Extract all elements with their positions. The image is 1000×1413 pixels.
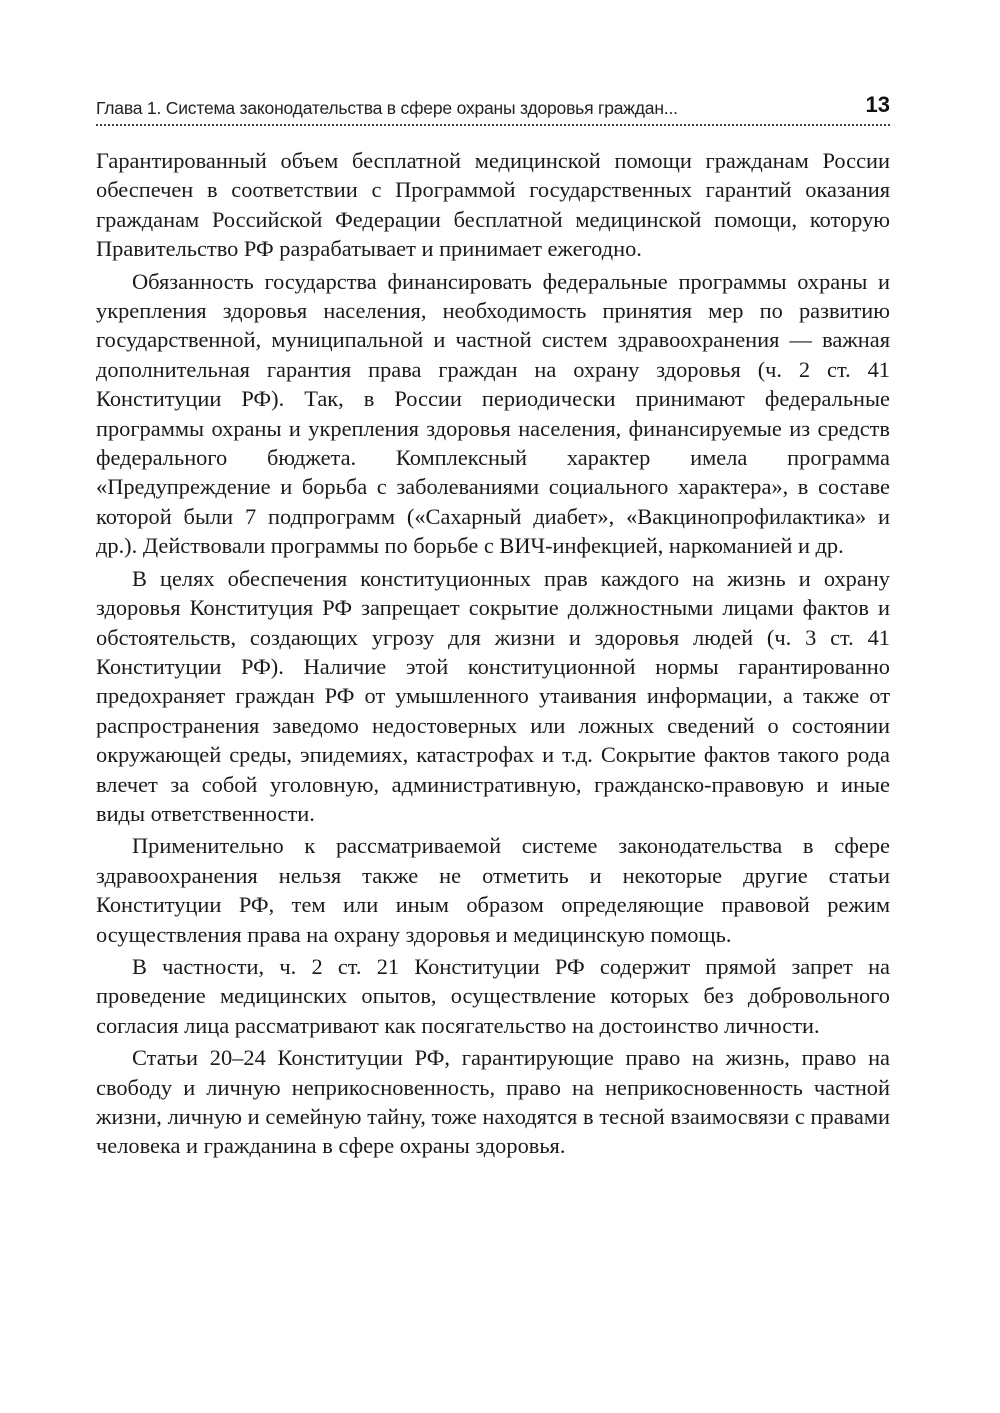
body-text [96, 146, 890, 1161]
header-dotted-rule [96, 124, 890, 126]
page-number: 13 [865, 92, 890, 117]
document-page [96, 88, 890, 1164]
running-header [96, 88, 890, 122]
paragraph-6: Статьи 20–24 Конституции РФ, гарантирующие право на жизнь, право на свободу и личную неприкосновенность, право на неприкосновенность частной жизни, личную и семейную тайну, тоже находятся в тесной взаимосвязи с правами человека и гражданина в сфере охраны здоровья. [96, 1045, 890, 1159]
running-title: Глава 1. Система законодательства в сфере охраны здоровья граждан... [96, 98, 678, 118]
paragraph-3: В целях обеспечения конституционных прав каждого на жизнь и охрану здоровья Конституция РФ запрещает сокрытие должностными лицами фактов и обстоятельств, создающих угрозу для жизни и здоровья людей (ч. 3 ст. 41 Конституции РФ). Наличие этой конституционной нормы гарантированно предохраняет граждан РФ от умышленного утаивания информации, а также от распространения заведомо недостоверных или ложных сведений о состоянии окружающей среды, эпидемиях, катастрофах и т.д. Сокрытие фактов такого рода влечет за собой уголовную, административную, гражданско-правовую и иные виды ответственности. [96, 565, 890, 826]
paragraph-2: Обязанность государства финансировать федеральные программы охраны и укрепления здоровья населения, необходимость принятия мер по развитию государственной, муниципальной и частной систем здравоохранения — важная дополнительная гарантия права граждан на охрану здоровья (ч. 2 ст. 41 Конституции РФ). Так, в России периодически принимают федеральные программы охраны и укрепления здоровья населения, финансируемые из средств федерального бюджета. Комплексный характер имела программа «Предупреждение и борьба с заболеваниями социального характера», в составе которой были 7 подпрограмм («Сахарный диабет», «Вакцинопрофилактика» и др.). Действовали программы по борьбе с ВИЧ-инфекцией, наркоманией и др. [96, 268, 890, 559]
paragraph-5: В частности, ч. 2 ст. 21 Конституции РФ содержит прямой запрет на проведение медицинских опытов, осуществление которых без добровольного согласия лица рассматривают как посягательство на достоинство личности. [96, 953, 890, 1038]
paragraph-1: Гарантированный объем бесплатной медицинской помощи гражданам России обеспечен в соответствии с Программой государственных гарантий оказания гражданам Российской Федерации бесплатной медицинской помощи, которую Правительство РФ разрабатывает и принимает ежегодно. [96, 148, 890, 262]
paragraph-4: Применительно к рассматриваемой системе законодательства в сфере здравоохранения нельзя также не отметить и некоторые другие статьи Конституции РФ, тем или иным образом определяющие правовой режим осуществления права на охрану здоровья и медицинскую помощь. [96, 833, 890, 947]
